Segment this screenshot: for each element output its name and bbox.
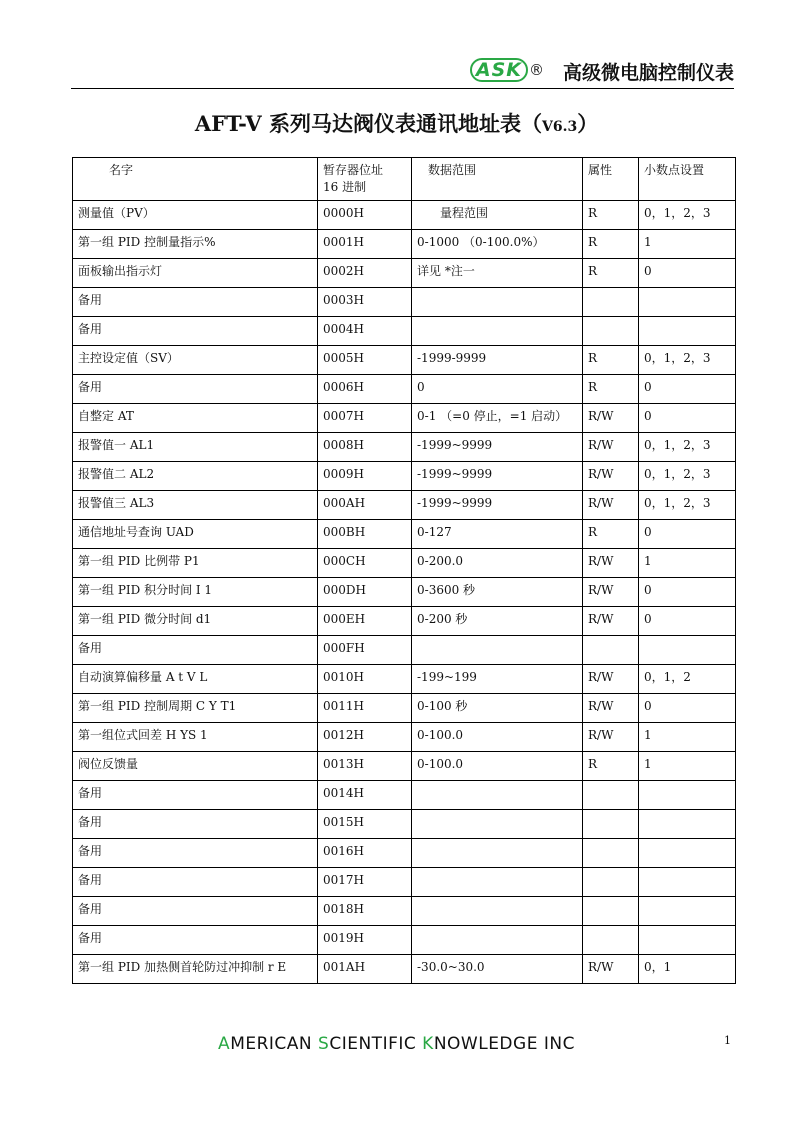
cell-address: 0012H — [318, 723, 412, 752]
cell-name: 第一组 PID 控制量指示% — [73, 230, 318, 259]
cell-decimal: 0 — [639, 259, 736, 288]
cell-decimal: 0，1，2，3 — [639, 491, 736, 520]
cell-decimal: 0 — [639, 375, 736, 404]
cell-name: 报警值二 AL2 — [73, 462, 318, 491]
address-table — [72, 157, 736, 984]
cell-name: 第一组 PID 控制周期 C Y T1 — [73, 694, 318, 723]
cell-range — [412, 288, 583, 317]
cell-name: 备用 — [73, 810, 318, 839]
cell-attr — [583, 897, 639, 926]
cell-range — [412, 839, 583, 868]
footer-scientific: CIENTIFIC — [329, 1034, 423, 1054]
title-main: AFT-V 系列马达阀仪表通讯地址表（ — [194, 111, 542, 136]
cell-decimal — [639, 926, 736, 955]
cell-address: 0018H — [318, 897, 412, 926]
cell-name: 自整定 AT — [73, 404, 318, 433]
cell-attr — [583, 839, 639, 868]
cell-address: 000AH — [318, 491, 412, 520]
cell-decimal — [639, 897, 736, 926]
cell-range: 0-100 秒 — [412, 694, 583, 723]
cell-attr: R/W — [583, 578, 639, 607]
cell-decimal: 0，1，2，3 — [639, 346, 736, 375]
cell-attr — [583, 636, 639, 665]
cell-address: 000EH — [318, 607, 412, 636]
cell-attr: R/W — [583, 462, 639, 491]
cell-range: 量程范围 — [412, 201, 583, 230]
cell-attr: R/W — [583, 491, 639, 520]
cell-address: 0010H — [318, 665, 412, 694]
cell-name: 备用 — [73, 317, 318, 346]
title-close: ） — [577, 111, 599, 136]
brand — [470, 58, 544, 82]
table-row — [73, 810, 736, 839]
table-row — [73, 868, 736, 897]
cell-decimal — [639, 288, 736, 317]
table-row — [73, 955, 736, 984]
cell-decimal — [639, 781, 736, 810]
table-row — [73, 897, 736, 926]
cell-address: 000BH — [318, 520, 412, 549]
cell-range: -30.0~30.0 — [412, 955, 583, 984]
cell-range — [412, 926, 583, 955]
table-row — [73, 433, 736, 462]
footer-american: MERICAN — [230, 1034, 319, 1054]
cell-decimal: 1 — [639, 752, 736, 781]
cell-address: 0017H — [318, 868, 412, 897]
cell-address: 0013H — [318, 752, 412, 781]
registered-mark: ® — [529, 61, 544, 79]
cell-address: 000CH — [318, 549, 412, 578]
cell-decimal: 0，1，2，3 — [639, 201, 736, 230]
cell-decimal: 1 — [639, 549, 736, 578]
cell-range: 0-100.0 — [412, 723, 583, 752]
page-number: 1 — [724, 1034, 731, 1047]
cell-range: -1999-9999 — [412, 346, 583, 375]
cell-range: -1999~9999 — [412, 491, 583, 520]
cell-attr: R — [583, 346, 639, 375]
cell-attr: R — [583, 375, 639, 404]
cell-decimal: 0 — [639, 404, 736, 433]
cell-range: -1999~9999 — [412, 462, 583, 491]
cell-attr: R/W — [583, 549, 639, 578]
cell-address: 000FH — [318, 636, 412, 665]
table-row — [73, 752, 736, 781]
cell-name: 备用 — [73, 375, 318, 404]
cell-decimal: 0 — [639, 520, 736, 549]
table-header-row — [73, 158, 736, 201]
cell-name: 面板输出指示灯 — [73, 259, 318, 288]
cell-address: 0008H — [318, 433, 412, 462]
header-decimal: 小数点设置 — [639, 158, 736, 201]
cell-decimal: 0，1，2 — [639, 665, 736, 694]
cell-range — [412, 810, 583, 839]
cell-name: 备用 — [73, 781, 318, 810]
cell-address: 0001H — [318, 230, 412, 259]
cell-address: 0009H — [318, 462, 412, 491]
table-row — [73, 665, 736, 694]
cell-decimal: 0 — [639, 578, 736, 607]
cell-decimal — [639, 317, 736, 346]
cell-name: 第一组位式回差 H YS 1 — [73, 723, 318, 752]
header-register — [318, 158, 412, 201]
cell-attr — [583, 288, 639, 317]
table-row — [73, 694, 736, 723]
cell-attr: R/W — [583, 694, 639, 723]
header-name: 名字 — [73, 158, 318, 201]
cell-decimal — [639, 810, 736, 839]
table-row — [73, 607, 736, 636]
table-row — [73, 230, 736, 259]
cell-range — [412, 868, 583, 897]
cell-attr: R/W — [583, 723, 639, 752]
cell-name: 备用 — [73, 926, 318, 955]
cell-range: 0-3600 秒 — [412, 578, 583, 607]
cell-range: 0 — [412, 375, 583, 404]
table-row — [73, 839, 736, 868]
cell-address: 001AH — [318, 955, 412, 984]
cell-range: 0-100.0 — [412, 752, 583, 781]
cell-address: 0015H — [318, 810, 412, 839]
cell-name: 主控设定值（SV） — [73, 346, 318, 375]
cell-range: 0-200 秒 — [412, 607, 583, 636]
header-register-line2: 16 进制 — [323, 180, 367, 194]
cell-decimal — [639, 839, 736, 868]
table-row — [73, 491, 736, 520]
cell-address: 0016H — [318, 839, 412, 868]
header-attr: 属性 — [583, 158, 639, 201]
cell-decimal: 1 — [639, 723, 736, 752]
cell-range: 详见 *注一 — [412, 259, 583, 288]
cell-attr: R — [583, 520, 639, 549]
cell-name: 第一组 PID 积分时间 I 1 — [73, 578, 318, 607]
cell-range: -1999~9999 — [412, 433, 583, 462]
table-row — [73, 578, 736, 607]
cell-decimal — [639, 868, 736, 897]
cell-range — [412, 897, 583, 926]
cell-attr: R/W — [583, 955, 639, 984]
cell-address: 0000H — [318, 201, 412, 230]
cell-attr — [583, 868, 639, 897]
cell-range: 0-1000 （0-100.0%） — [412, 230, 583, 259]
page-header — [71, 56, 734, 89]
footer-a: A — [218, 1034, 231, 1054]
cell-attr — [583, 781, 639, 810]
cell-name: 备用 — [73, 288, 318, 317]
cell-address: 0006H — [318, 375, 412, 404]
cell-name: 通信地址号查询 UAD — [73, 520, 318, 549]
cell-range: -199~199 — [412, 665, 583, 694]
header-range: 数据范围 — [412, 158, 583, 201]
company-footer — [0, 1034, 793, 1054]
cell-decimal — [639, 636, 736, 665]
cell-attr — [583, 810, 639, 839]
cell-address: 000DH — [318, 578, 412, 607]
footer-k: K — [422, 1034, 434, 1054]
footer-knowledge: NOWLEDGE INC — [433, 1034, 575, 1054]
cell-name: 备用 — [73, 839, 318, 868]
cell-decimal: 1 — [639, 230, 736, 259]
header-title: 高级微电脑控制仪表 — [562, 62, 734, 84]
table-row — [73, 781, 736, 810]
cell-address: 0011H — [318, 694, 412, 723]
cell-range — [412, 317, 583, 346]
table-row — [73, 346, 736, 375]
table-row — [73, 201, 736, 230]
cell-name: 第一组 PID 加热侧首轮防过冲抑制 r E — [73, 955, 318, 984]
table-row — [73, 288, 736, 317]
cell-attr: R — [583, 201, 639, 230]
cell-attr: R/W — [583, 607, 639, 636]
cell-name: 自动演算偏移量 A t V L — [73, 665, 318, 694]
cell-range: 0-200.0 — [412, 549, 583, 578]
table-row — [73, 259, 736, 288]
cell-decimal: 0，1，2，3 — [639, 433, 736, 462]
cell-decimal: 0，1，2，3 — [639, 462, 736, 491]
cell-name: 第一组 PID 微分时间 d1 — [73, 607, 318, 636]
cell-range: 0-1 （=0 停止，=1 启动） — [412, 404, 583, 433]
cell-name: 报警值一 AL1 — [73, 433, 318, 462]
cell-decimal: 0，1 — [639, 955, 736, 984]
table-row — [73, 926, 736, 955]
document-title — [0, 108, 793, 138]
cell-range — [412, 636, 583, 665]
cell-name: 备用 — [73, 897, 318, 926]
footer-s: S — [318, 1034, 330, 1054]
table-row — [73, 636, 736, 665]
cell-address: 0004H — [318, 317, 412, 346]
cell-name: 阀位反馈量 — [73, 752, 318, 781]
cell-attr — [583, 926, 639, 955]
cell-address: 0002H — [318, 259, 412, 288]
cell-name: 测量值（PV） — [73, 201, 318, 230]
cell-name: 报警值三 AL3 — [73, 491, 318, 520]
cell-address: 0005H — [318, 346, 412, 375]
cell-name: 备用 — [73, 636, 318, 665]
cell-address: 0014H — [318, 781, 412, 810]
table-row — [73, 462, 736, 491]
table-row — [73, 723, 736, 752]
cell-range: 0-127 — [412, 520, 583, 549]
table-row — [73, 375, 736, 404]
cell-address: 0019H — [318, 926, 412, 955]
table-body — [73, 201, 736, 984]
cell-decimal: 0 — [639, 694, 736, 723]
cell-attr: R — [583, 230, 639, 259]
cell-attr: R — [583, 752, 639, 781]
table-row — [73, 549, 736, 578]
cell-name: 第一组 PID 比例带 P1 — [73, 549, 318, 578]
cell-attr: R/W — [583, 665, 639, 694]
cell-address: 0007H — [318, 404, 412, 433]
cell-name: 备用 — [73, 868, 318, 897]
title-version: V6.3 — [541, 119, 578, 135]
table-row — [73, 520, 736, 549]
cell-address: 0003H — [318, 288, 412, 317]
cell-range — [412, 781, 583, 810]
header-register-line1: 暂存器位址 — [323, 163, 384, 177]
table-row — [73, 404, 736, 433]
table-row — [73, 317, 736, 346]
cell-attr: R/W — [583, 404, 639, 433]
cell-decimal: 0 — [639, 607, 736, 636]
cell-attr: R — [583, 259, 639, 288]
cell-attr: R/W — [583, 433, 639, 462]
cell-attr — [583, 317, 639, 346]
ask-logo: ASK — [470, 58, 528, 82]
